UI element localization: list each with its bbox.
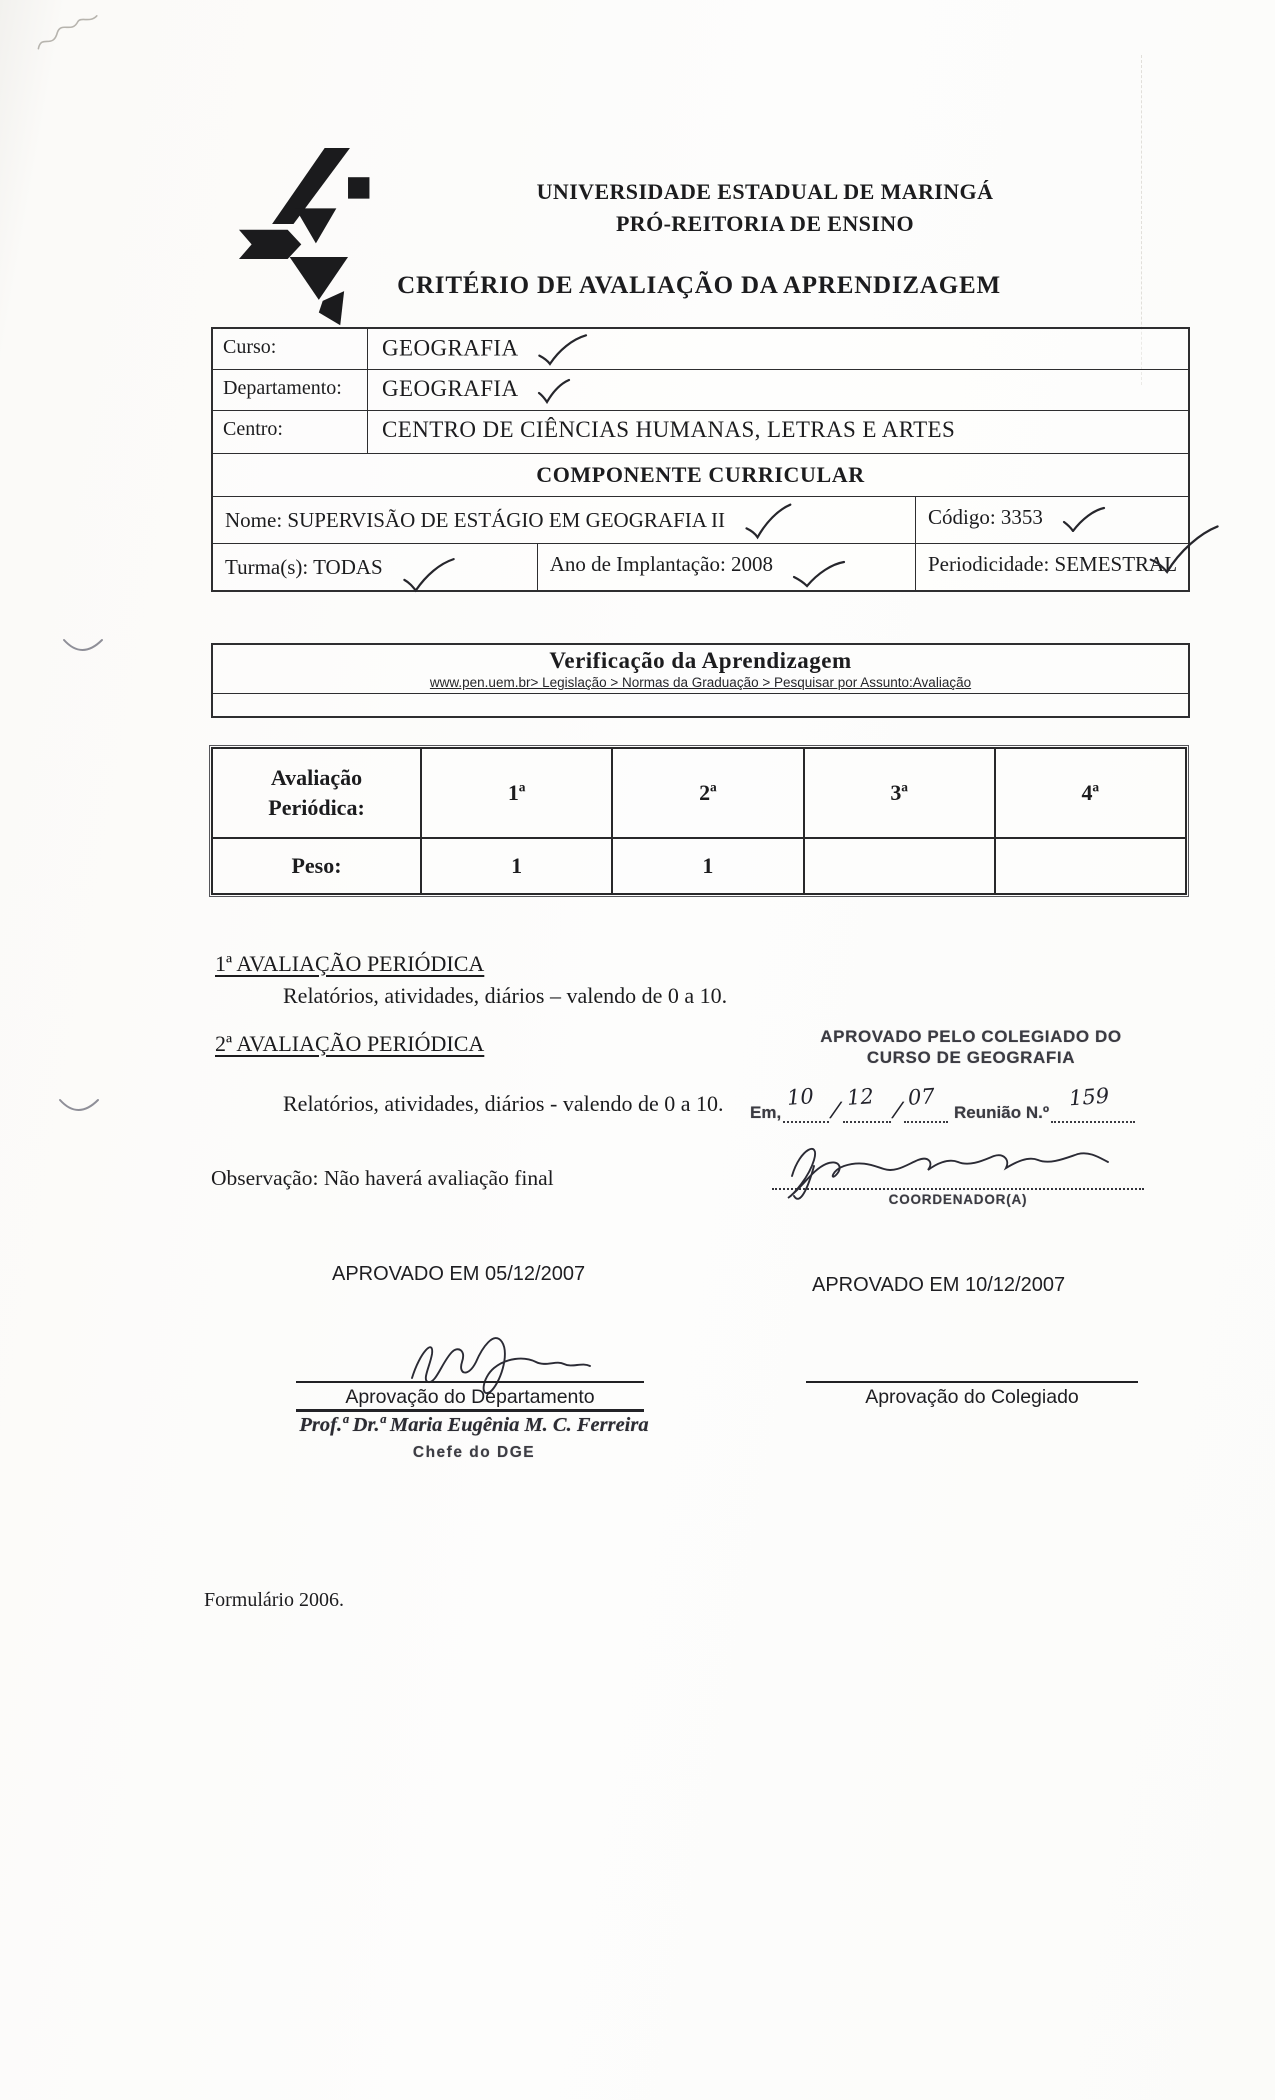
verificacao-link-path: www.pen.uem.br> Legislação > Normas da Graduação > Pesquisar por Assunto:Avaliação: [429, 675, 972, 690]
university-header: [470, 176, 1060, 240]
table-row-departamento: [213, 369, 1188, 410]
verificacao-empty-strip: [213, 693, 1188, 716]
periodicidade-text: Periodicidade: SEMESTRAL: [927, 552, 1178, 576]
em-day-dots: [783, 1084, 829, 1123]
departamento-label: Departamento:: [213, 370, 368, 410]
verificacao-title: Verificação da Aprendizagem: [549, 648, 852, 673]
ano-text: Ano de Implantação: 2008: [549, 552, 774, 576]
department-stamp-role: Chefe do DGE: [412, 1444, 536, 1461]
col-1a: 1ª: [420, 749, 611, 837]
university-name: UNIVERSIDADE ESTADUAL DE MARINGÁ: [536, 179, 994, 204]
handwritten-reuniao-number: 159: [1068, 1083, 1110, 1111]
first-avaliacao-text: Relatórios, atividades, diários – valendo de 0 a 10.: [283, 983, 728, 1008]
colegiado-stamp-line1: APROVADO PELO COLEGIADO DO: [820, 1027, 1122, 1046]
coordenador-label: COORDENADOR(A): [888, 1192, 1028, 1207]
course-info-table: [211, 327, 1190, 592]
observacao-text: Observação: Não haverá avaliação final: [211, 1166, 554, 1190]
colegiado-approved-date: APROVADO EM 10/12/2007: [812, 1274, 1066, 1296]
periodicidade-cell: [915, 544, 1188, 590]
second-avaliacao-title: 2ª AVALIAÇÃO PERIÓDICA: [215, 1031, 485, 1056]
table-row-curso: [213, 329, 1188, 369]
centro-value: [368, 411, 1188, 453]
avaliacao-periodica-text: Avaliação Periódica:: [268, 765, 365, 820]
table-row-section-header: [213, 453, 1188, 496]
checkmark-icon: [1146, 524, 1224, 577]
componente-curricular-header: COMPONENTE CURRICULAR: [536, 462, 865, 487]
reuniao-label: Reunião N.º: [954, 1103, 1050, 1122]
department-approval-label: Aprovação do Departamento: [345, 1386, 595, 1408]
col-2a: 2ª: [611, 749, 802, 837]
department-stamp-name: Prof.ª Dr.ª Maria Eugênia M. C. Ferreira: [299, 1414, 649, 1436]
handwritten-slash: /: [891, 1097, 903, 1124]
coordenador-dotted-line: [772, 1160, 1144, 1190]
table-row-nome: [213, 496, 1188, 543]
curso-label: Curso:: [213, 329, 368, 369]
department-approval-block: [296, 1381, 644, 1412]
page-title: CRITÉRIO DE AVALIAÇÃO DA APRENDIZAGEM: [397, 272, 1001, 299]
colegiado-approval-block: [806, 1381, 1138, 1409]
handwritten-day: 10: [786, 1084, 815, 1110]
departamento-value: [368, 370, 1188, 410]
table-row-turma: [213, 543, 1188, 590]
avaliacao-periodica-label: [213, 749, 420, 837]
departamento-value-text: GEOGRAFIA: [382, 376, 518, 401]
em-label: Em,: [750, 1103, 782, 1122]
uem-logo-icon: [237, 148, 387, 333]
peso-label: Peso:: [291, 853, 342, 878]
second-avaliacao-text: Relatórios, atividades, diários - valendo de 0 a 10.: [283, 1091, 724, 1116]
col-3a: 3ª: [803, 749, 994, 837]
colegiado-stamp-line2: CURSO DE GEOGRAFIA: [866, 1048, 1076, 1067]
pencil-squiggle-mark: [31, 9, 107, 59]
reuniao-dots: [1051, 1083, 1135, 1123]
avaliacao-header-row: [213, 749, 1185, 837]
col-4a: 4ª: [994, 749, 1185, 837]
checkmark-icon: [402, 557, 457, 593]
handwritten-month: 12: [845, 1084, 875, 1110]
footer-form-version: Formulário 2006.: [204, 1589, 344, 1611]
turmas-text: Turma(s): TODAS: [225, 554, 383, 579]
margin-check-mark: [62, 636, 106, 662]
em-year-dots: [904, 1084, 948, 1123]
peso-3a: [803, 839, 994, 893]
codigo-text: Código: 3353: [928, 505, 1043, 529]
peso-1a: 1: [420, 839, 611, 893]
curso-value: [368, 329, 1188, 369]
em-month-dots: [843, 1084, 891, 1123]
colegiado-stamp: [806, 1026, 1136, 1068]
verificacao-box: [211, 643, 1190, 718]
peso-row: [213, 837, 1185, 893]
avaliacao-table: [211, 747, 1187, 895]
checkmark-icon: [537, 378, 571, 404]
centro-value-text: CENTRO DE CIÊNCIAS HUMANAS, LETRAS E ARTES: [382, 417, 956, 442]
handwritten-slash: /: [830, 1097, 842, 1124]
curso-value-text: GEOGRAFIA: [382, 335, 518, 361]
table-row-centro: [213, 410, 1188, 453]
colegiado-approval-label: Aprovação do Colegiado: [865, 1386, 1079, 1408]
handwritten-year: 07: [907, 1084, 936, 1110]
checkmark-icon: [536, 333, 590, 367]
nome-cell: [213, 497, 915, 543]
checkmark-icon: [792, 560, 846, 588]
ano-cell: [537, 544, 915, 590]
department-approved-date: APROVADO EM 05/12/2007: [332, 1263, 586, 1285]
peso-2a: 1: [611, 839, 802, 893]
checkmark-icon: [1062, 506, 1106, 532]
centro-label: Centro:: [213, 411, 368, 453]
turmas-cell: [213, 544, 537, 590]
em-reuniao-line: [750, 1083, 1137, 1124]
first-avaliacao-title: 1ª AVALIAÇÃO PERIÓDICA: [215, 951, 485, 976]
nome-text: Nome: SUPERVISÃO DE ESTÁGIO EM GEOGRAFIA II: [225, 507, 725, 532]
peso-4a: [994, 839, 1185, 893]
verificacao-main: [213, 645, 1188, 693]
checkmark-icon: [743, 502, 796, 541]
pro-reitoria-line: PRÓ-REITORIA DE ENSINO: [615, 211, 915, 236]
margin-check-mark: [58, 1096, 102, 1122]
